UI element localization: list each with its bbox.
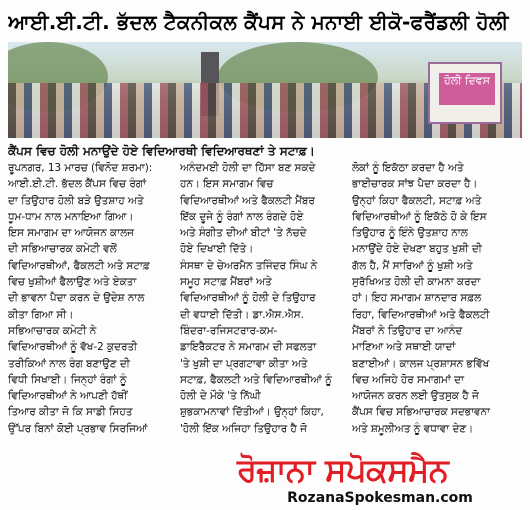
column-3-line: ਵਿਦਿਆਰਥੀਆਂ ਨੂੰ ਇਕੱਠੇ ਹੋ ਕੇ ਇਸ — [352, 210, 487, 223]
column-2-line: ਇੱਕ ਦੂਜੇ ਨੂੰ ਰੰਗਾਂ ਨਾਲ ਰੰਗਦੇ ਹੋਏ — [180, 210, 304, 223]
column-3-line: ਗੱਲ ਹੈ, ਮੈਂ ਸਾਰਿਆਂ ਨੂੰ ਖੁਸ਼ੀ ਅਤੇ — [352, 259, 473, 272]
column-3-line: ਮਾਣਿਆ ਅਤੇ ਸਥਾਈ ਯਾਦਾਂ — [352, 341, 456, 354]
column-1-line: ਵਿਚ ਖੁਸ਼ੀਆਂ ਫੈਲਾਉਣ ਅਤੇ ਏਕਤਾ — [8, 276, 137, 289]
website-url: RozanaSpokesman.com — [287, 490, 473, 506]
column-3-line: ਭਾਈਚਾਰਕ ਸਾਂਝ ਪੈਦਾ ਕਰਦਾ ਹੈ। — [352, 178, 478, 191]
column-2-line: ਵਿਦਿਆਰਥੀਆਂ ਨੂੰ ਹੋਲੀ ਦੇ ਤਿਉਹਾਰ — [180, 292, 316, 305]
column-3-line: ਆਯੋਜਨ ਕਰਨ ਲਈ ਉਤਸੁਕ ਹੈ ਜੋ — [352, 390, 479, 403]
article-column-3 — [352, 160, 520, 440]
column-2-line: ਅਨੰਦਮਈ ਹੋਲੀ ਦਾ ਹਿੱਸਾ ਬਣ ਸਕਦੇ — [180, 162, 316, 174]
column-1-line: ਵਿਦਿਆਰਥੀਆਂ ਨੂੰ ਵੱਖ-2 ਕੁਦਰਤੀ — [8, 341, 138, 354]
logo-text: ਰੋਜ਼ਾਨਾ ਸਪੋਕਸਮੈਨ — [237, 451, 449, 489]
column-2-line: ਸ਼ੁਭਕਾਮਨਾਵਾਂ ਦਿੱਤੀਆਂ। ਉਨ੍ਹਾਂ ਕਿਹਾ, — [180, 406, 324, 419]
column-2-line: ਦੀ ਵਧਾਈ ਦਿੱਤੀ। ਡਾ.ਐਸ.ਐਸ. — [180, 308, 304, 321]
column-1-line: ਦੀ ਭਾਵਨਾ ਪੈਦਾ ਕਰਨ ਦੇ ਉਦੇਸ਼ ਨਾਲ — [8, 292, 145, 305]
news-photo — [8, 42, 522, 138]
column-3-line: ਕੈਂਪਸ ਵਿਚ ਸਭਿਆਚਾਰਕ ਸਦਭਾਵਨਾ — [352, 406, 491, 419]
column-2-line: ਹੋਏ ਦਿਖਾਈ ਦਿੱਤੇ। — [180, 243, 254, 256]
column-2-line: ਹੋਲੀ ਦੇ ਮੌਕੇ 'ਤੇ ਨਿੱਘੀ — [180, 390, 261, 403]
photo-banner-text: ਹੋਲੀ ਦਿਵਸ — [439, 73, 495, 105]
column-1-line: ਧੂਮ-ਧਾਮ ਨਾਲ ਮਨਾਇਆ ਗਿਆ। — [8, 210, 134, 223]
column-3-line: ਅਤੇ ਸ਼ਮੂਲੀਅਤ ਨੂੰ ਵਧਾਵਾ ਦੇਣ। — [352, 422, 474, 435]
rozana-spokesman-logo — [237, 452, 523, 488]
column-1-line: ਦੀ ਸਭਿਆਚਾਰਕ ਕਮੇਟੀ ਵਲੋਂ — [8, 243, 117, 256]
column-2-line: ਸਮੂਹ ਸਟਾਫ਼ ਮੈਂਬਰਾਂ ਅਤੇ — [180, 276, 272, 289]
column-2-line: ਵਿਦਿਆਰਥੀਆਂ ਅਤੇ ਫੈਕਲਟੀ ਮੈਂਬਰ — [180, 194, 315, 207]
column-1-line: ਕੀਤਾ ਗਿਆ ਸੀ। — [8, 308, 74, 321]
column-2-line: 'ਹੋਲੀ ਇੱਕ ਅਜਿਹਾ ਤਿਉਹਾਰ ਹੈ ਜੋ — [180, 422, 307, 435]
column-2-line: ਡਾਇਰੈਕਟਰ ਨੇ ਸਮਾਗਮ ਦੀ ਸਫਲਤਾ — [180, 341, 317, 354]
column-3-line: ਮਨਾਉਂਦੇ ਹੋਏ ਦੇਖਣਾ ਬਹੁਤ ਖੁਸ਼ੀ ਦੀ — [352, 243, 482, 256]
column-2-line: ਸੰਸਥਾ ਦੇ ਚੇਅਰਮੈਨ ਤਜਿੰਦਰ ਸਿੰਘ ਨੇ — [180, 259, 318, 272]
column-2-line: ਸਟਾਫ਼, ਫੈਕਲਟੀ ਅਤੇ ਵਿਦਿਆਰਥੀਆਂ ਨੂੰ — [180, 373, 332, 386]
column-2-line: ਹਨ। ਇਸ ਸਮਾਗਮ ਵਿਚ — [180, 178, 274, 191]
headline: ਆਈ.ਈ.ਟੀ. ਭੱਦਲ ਟੈਕਨੀਕਲ ਕੈਂਪਸ ਨੇ ਮਨਾਈ ਈਕੋ-ਫਰੈਂਡਲੀ ਹੋਲੀ — [8, 10, 509, 34]
photo-caption: ਕੈਂਪਸ ਵਿਚ ਹੋਲੀ ਮਨਾਉਂਦੇ ਹੋਏ ਵਿਦਿਆਰਥੀ ਵਿਦਿਆਰਥਣਾਂ ਤੇ ਸਟਾਫ਼। — [8, 144, 315, 158]
column-1-line: ਦਾ ਤਿਉਹਾਰ ਹੋਲੀ ਬੜੇ ਉਤਸ਼ਾਹ ਅਤੇ — [8, 194, 144, 207]
column-3-line: ਮੈਂਬਰਾਂ ਨੇ ਤਿਉਹਾਰ ਦਾ ਆਨੰਦ — [352, 324, 463, 337]
column-1-line: ਆਈ.ਈ.ਟੀ. ਭੱਦਲ ਕੈਂਪਸ ਵਿਚ ਰੰਗਾਂ — [8, 178, 146, 191]
column-3-line: ਹਾਂ। ਇਹ ਸਮਾਗਮ ਸ਼ਾਨਦਾਰ ਸਫ਼ਲ — [352, 292, 482, 305]
article-column-1 — [8, 160, 171, 440]
column-1-line: ਸਭਿਆਚਾਰਕ ਕਮੇਟੀ ਨੇ — [8, 324, 97, 337]
column-1-line: ਰੂਪਨਗਰ, 13 ਮਾਰਚ (ਵਿਨੋਦ ਸ਼ਰਮਾ): — [8, 162, 153, 174]
column-1-line: ਉੱਪਰ ਬਿਨਾਂ ਕੋਈ ਪ੍ਰਭਾਵ ਸਿਰਜਿਆਂ — [8, 422, 148, 435]
column-2-line: ਅਤੇ ਸੰਗੀਤ ਦੀਆਂ ਬੀਟਾਂ 'ਤੇ ਨੱਚਦੇ — [180, 227, 307, 240]
column-1-line: ਵਿਧੀ ਸਿਖਾਈ। ਜਿਨ੍ਹਾਂ ਰੰਗਾਂ ਨੂੰ — [8, 373, 127, 386]
column-1-line: ਤਿਆਰ ਕੀਤਾ ਜੋ ਕਿ ਸਾਡੀ ਸਿਹਤ — [8, 406, 133, 419]
article-column-2 — [180, 160, 344, 440]
column-1-line: ਵਿਦਿਆਰਥੀਆਂ, ਫੈਕਲਟੀ ਅਤੇ ਸਟਾਫ਼ — [8, 259, 150, 272]
column-1-line: ਤਰੀਕਿਆਂ ਨਾਲ ਰੰਗ ਬਣਾਉਣ ਦੀ — [8, 357, 130, 370]
column-3-line: ਬਣਾਈਆਂ। ਕਾਲਜ ਪ੍ਰਸ਼ਾਸਨ ਭਵਿੱਖ — [352, 357, 490, 370]
column-3-line: ਉਨ੍ਹਾਂ ਕਿਹਾ ਫੈਕਲਟੀ, ਸਟਾਫ਼ ਅਤੇ — [352, 194, 482, 207]
column-3-line: ਵਿਚ ਅਜਿਹੇ ਹੋਰ ਸਮਾਗਮਾਂ ਦਾ — [352, 373, 464, 386]
column-1-line: ਇਸ ਸਮਾਗਮ ਦਾ ਆਯੋਜਨ ਕਾਲਜ — [8, 227, 134, 240]
column-2-line: 'ਤੇ ਖੁਸ਼ੀ ਦਾ ਪ੍ਰਗਟਾਵਾ ਕੀਤਾ ਅਤੇ — [180, 357, 308, 370]
column-1-line: ਵਿਦਿਆਰਥੀਆਂ ਨੇ ਆਪਣੀ ਹੱਥੀਂ — [8, 390, 128, 403]
column-3-line: ਰਿਹਾ, ਵਿਦਿਆਰਥੀਆਂ ਅਤੇ ਫੈਕਲਟੀ — [352, 308, 490, 321]
column-3-line: ਲੋਕਾਂ ਨੂੰ ਇਕੱਠਾ ਕਰਦਾ ਹੈ ਅਤੇ — [352, 162, 464, 174]
column-3-line: ਸੁਰੱਖਿਅਤ ਹੋਲੀ ਦੀ ਕਾਮਨਾ ਕਰਦਾ — [352, 276, 481, 289]
column-3-line: ਤਿਉਹਾਰ ਨੂੰ ਇੰਨੇ ਉਤਸ਼ਾਹ ਨਾਲ — [352, 227, 468, 240]
column-2-line: ਬਿੰਦਰਾ-ਰਜਿਸਟਰਾਰ-ਕਮ- — [180, 324, 278, 337]
